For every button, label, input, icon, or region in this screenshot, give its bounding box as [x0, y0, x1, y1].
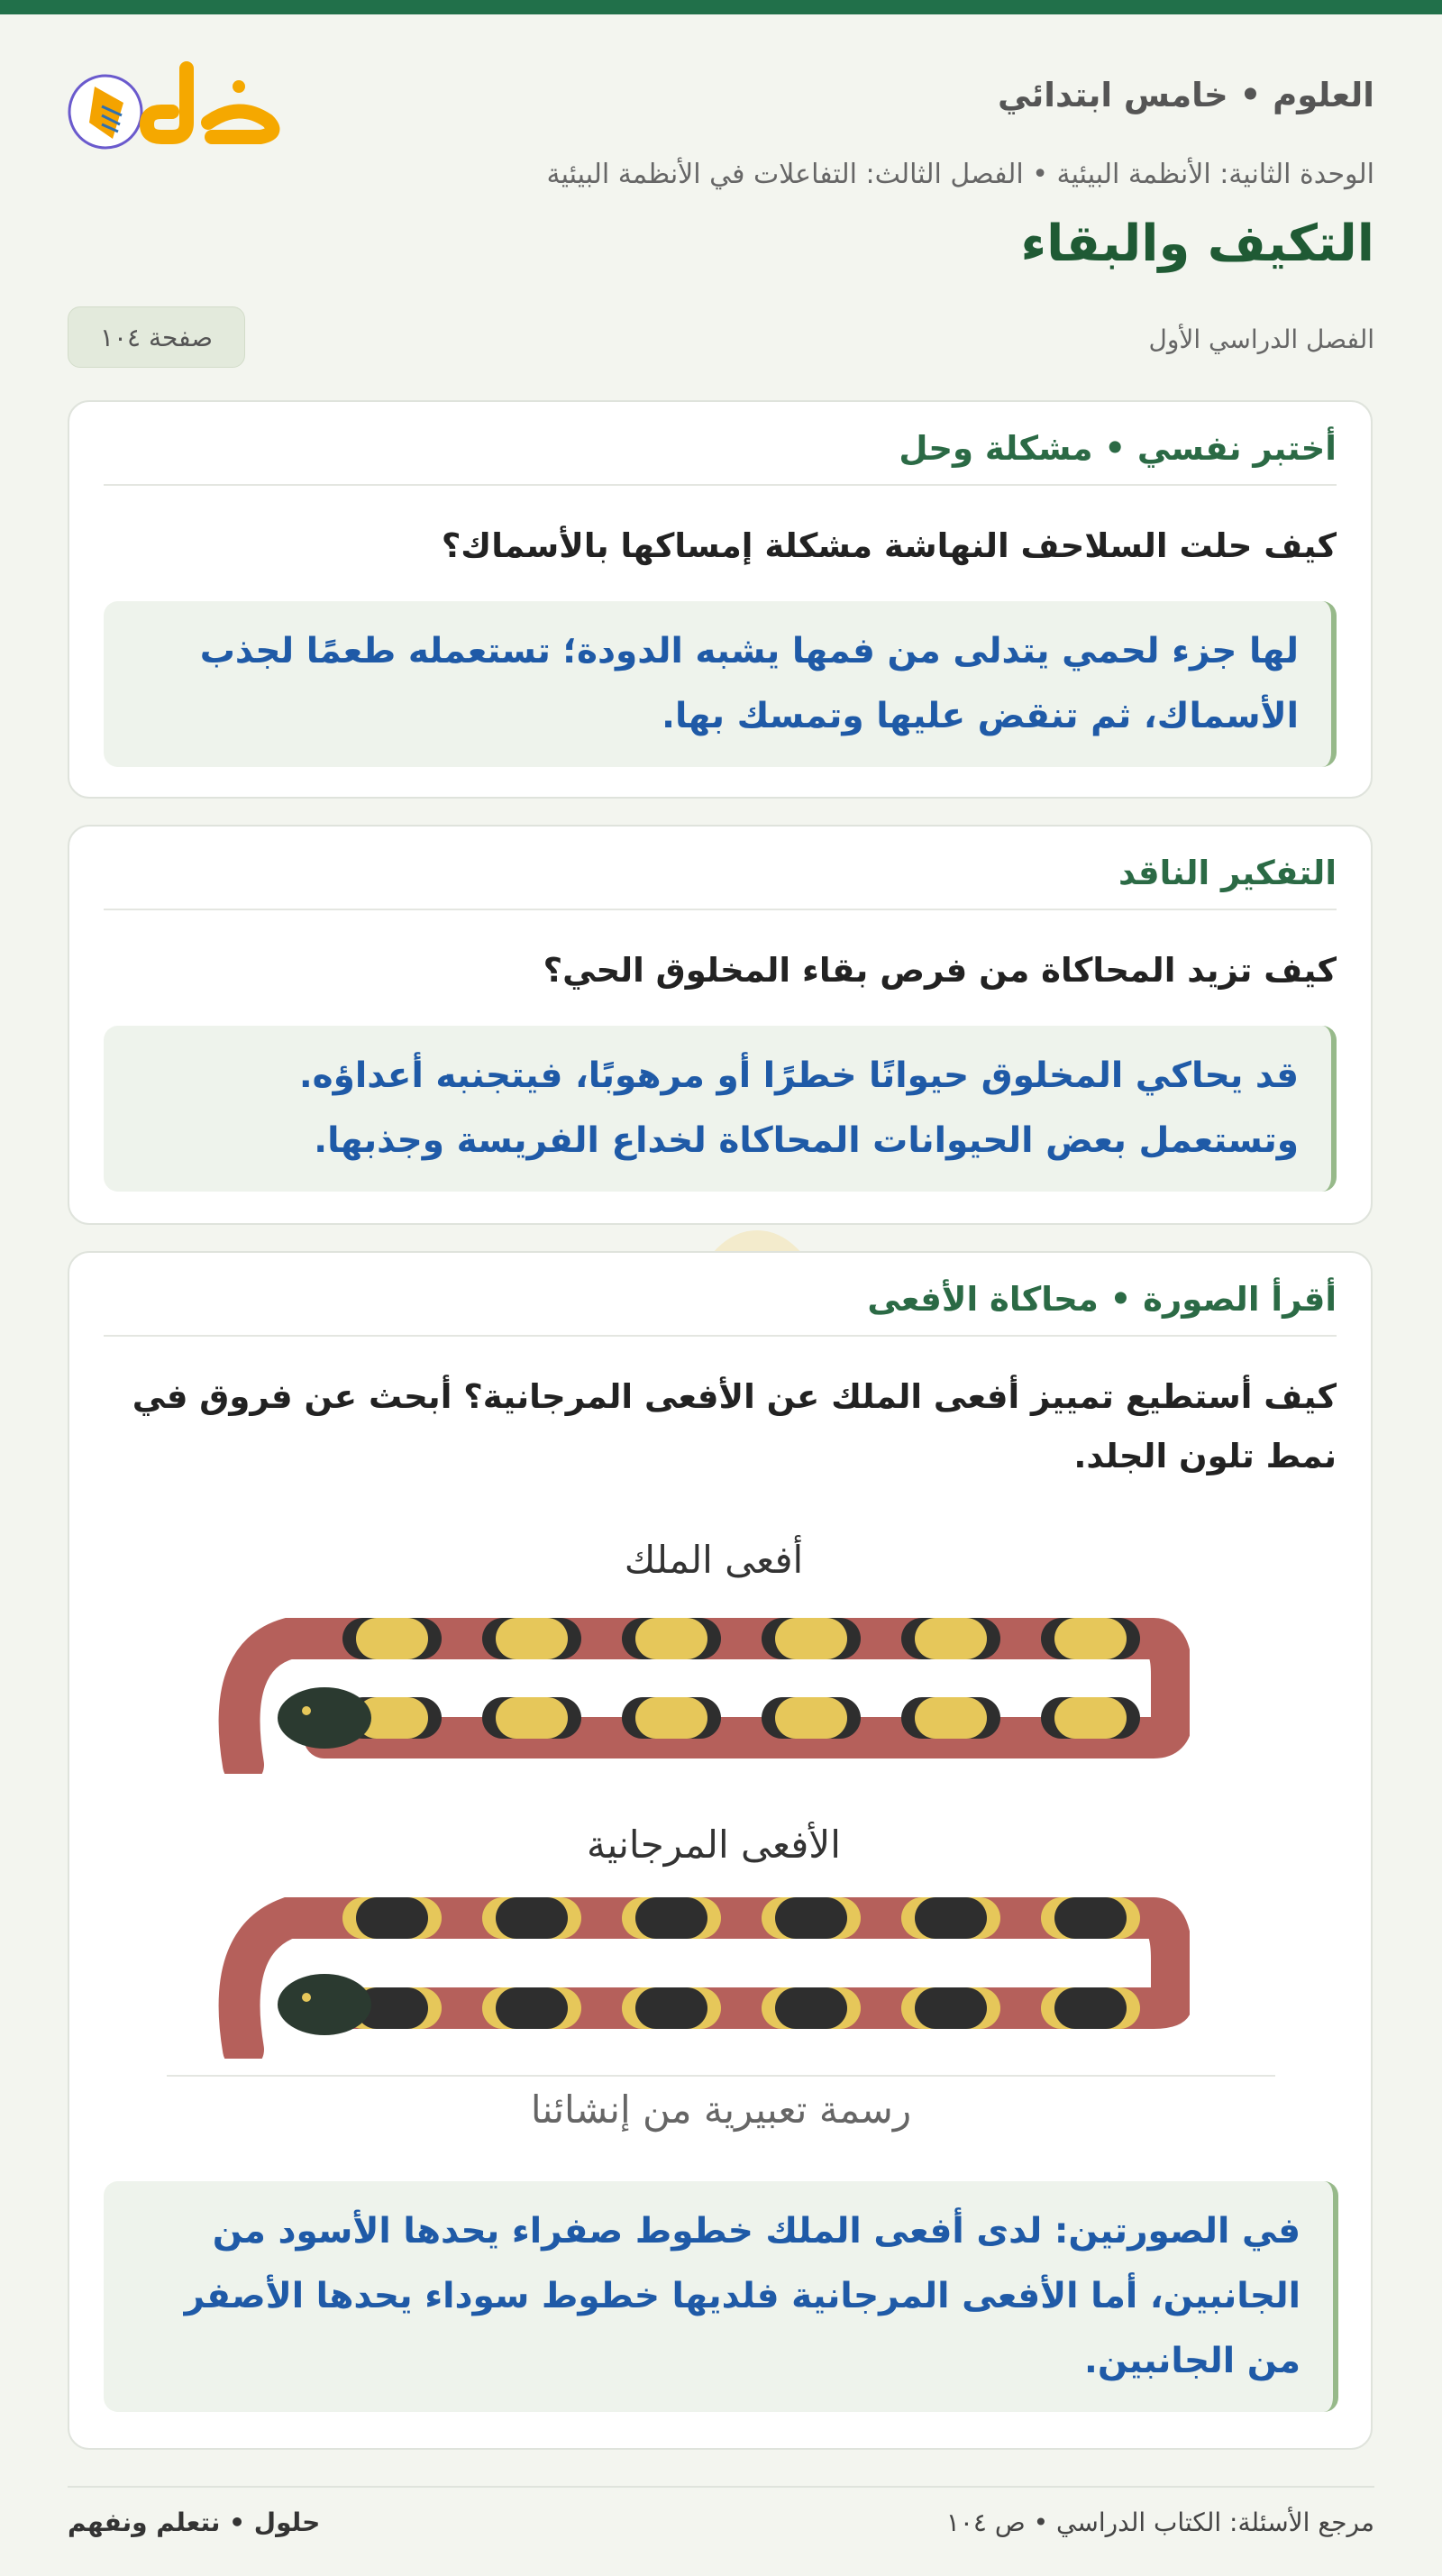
coral-snake-band-inner: [635, 1987, 707, 2029]
king-snake-band-inner: [1054, 1618, 1127, 1659]
coral-snake-band-inner: [775, 1897, 847, 1939]
coral-snake-band-inner: [775, 1987, 847, 2029]
king-snake-band-inner: [635, 1618, 707, 1659]
king-snake-band-inner: [496, 1697, 568, 1739]
page-number-badge: صفحة ١٠٤: [68, 306, 245, 368]
king-snake-band-inner: [775, 1618, 847, 1659]
subject-grade: العلوم • خامس ابتدائي: [997, 76, 1374, 114]
coral-snake-band-inner: [1054, 1987, 1127, 2029]
coral-snake-illustration: [216, 1887, 1190, 2059]
section-title: التفكير الناقد: [104, 827, 1337, 910]
meta-row: [68, 306, 1374, 370]
coral-snake-band-inner: [496, 1897, 568, 1939]
figure-caption: رسمة تعبيرية من إنشائنا: [530, 2087, 912, 2132]
question-card-problem-solution: [68, 400, 1373, 799]
section-title: أختبر نفسي • مشكلة وحل: [104, 402, 1337, 486]
question-text: كيف حلت السلاحف النهاشة مشكلة إمساكها بالأسماك؟: [441, 526, 1337, 565]
page-container: [68, 14, 1374, 168]
coral-snake-band-inner: [915, 1987, 987, 2029]
semester-label: الفصل الدراسي الأول: [1148, 324, 1374, 354]
coral-snake-label: الأفعى المرجانية: [587, 1822, 841, 1867]
coral-snake-band-inner: [635, 1897, 707, 1939]
coral-snake-band-inner: [1054, 1897, 1127, 1939]
footer-brand: حلول • نتعلم ونفهم: [68, 2507, 321, 2537]
king-snake-band-inner: [915, 1618, 987, 1659]
figure-separator: [167, 2075, 1275, 2077]
king-snake-band-inner: [775, 1697, 847, 1739]
coral-snake-band-inner: [915, 1897, 987, 1939]
coral-snake-band-inner: [356, 1897, 428, 1939]
hulul-logo[interactable]: [68, 50, 302, 159]
footer-separator: [68, 2486, 1374, 2488]
question-card-critical-thinking: [68, 825, 1373, 1225]
answer-box: قد يحاكي المخلوق حيوانًا خطرًا أو مرهوبًا، فيتجنبه أعداؤه. وتستعمل بعض الحيوانات المحاكاة لخداع الفريسة وجذبها.: [104, 1026, 1337, 1192]
king-snake-band-inner: [635, 1697, 707, 1739]
king-snake-label: أفعى الملك: [624, 1538, 804, 1582]
king-snake-illustration: [216, 1603, 1190, 1774]
answer-box: لها جزء لحمي يتدلى من فمها يشبه الدودة؛ تستعمله طعمًا لجذب الأسماك، ثم تنقض عليها وتمسك بها.: [104, 601, 1337, 767]
king-snake-band-inner: [356, 1618, 428, 1659]
question-text: كيف أستطيع تمييز أفعى الملك عن الأفعى المرجانية؟ أبحث عن فروق في نمط تلون الجلد.: [132, 1377, 1337, 1475]
top-accent-bar: [0, 0, 1442, 14]
footer-reference: مرجع الأسئلة: الكتاب الدراسي • ص ١٠٤: [945, 2507, 1374, 2537]
king-snake-band-inner: [915, 1697, 987, 1739]
page-title: التكيف والبقاء: [1020, 215, 1374, 273]
coral-snake-band-inner: [496, 1987, 568, 2029]
question-text: كيف تزيد المحاكاة من فرص بقاء المخلوق الحي؟: [543, 951, 1337, 990]
page-header: [68, 14, 1374, 168]
answer-box: في الصورتين: لدى أفعى الملك خطوط صفراء يحدها الأسود من الجانبين، أما الأفعى المرجانية فلديها خطوط سوداء يحدها الأصفر من الجانبين.: [104, 2181, 1338, 2412]
king-snake-band-inner: [496, 1618, 568, 1659]
section-title: أقرأ الصورة • محاكاة الأفعى: [104, 1253, 1337, 1337]
king-snake-band-inner: [1054, 1697, 1127, 1739]
breadcrumb: الوحدة الثانية: الأنظمة البيئية • الفصل الثالث: التفاعلات في الأنظمة البيئية: [546, 159, 1374, 190]
